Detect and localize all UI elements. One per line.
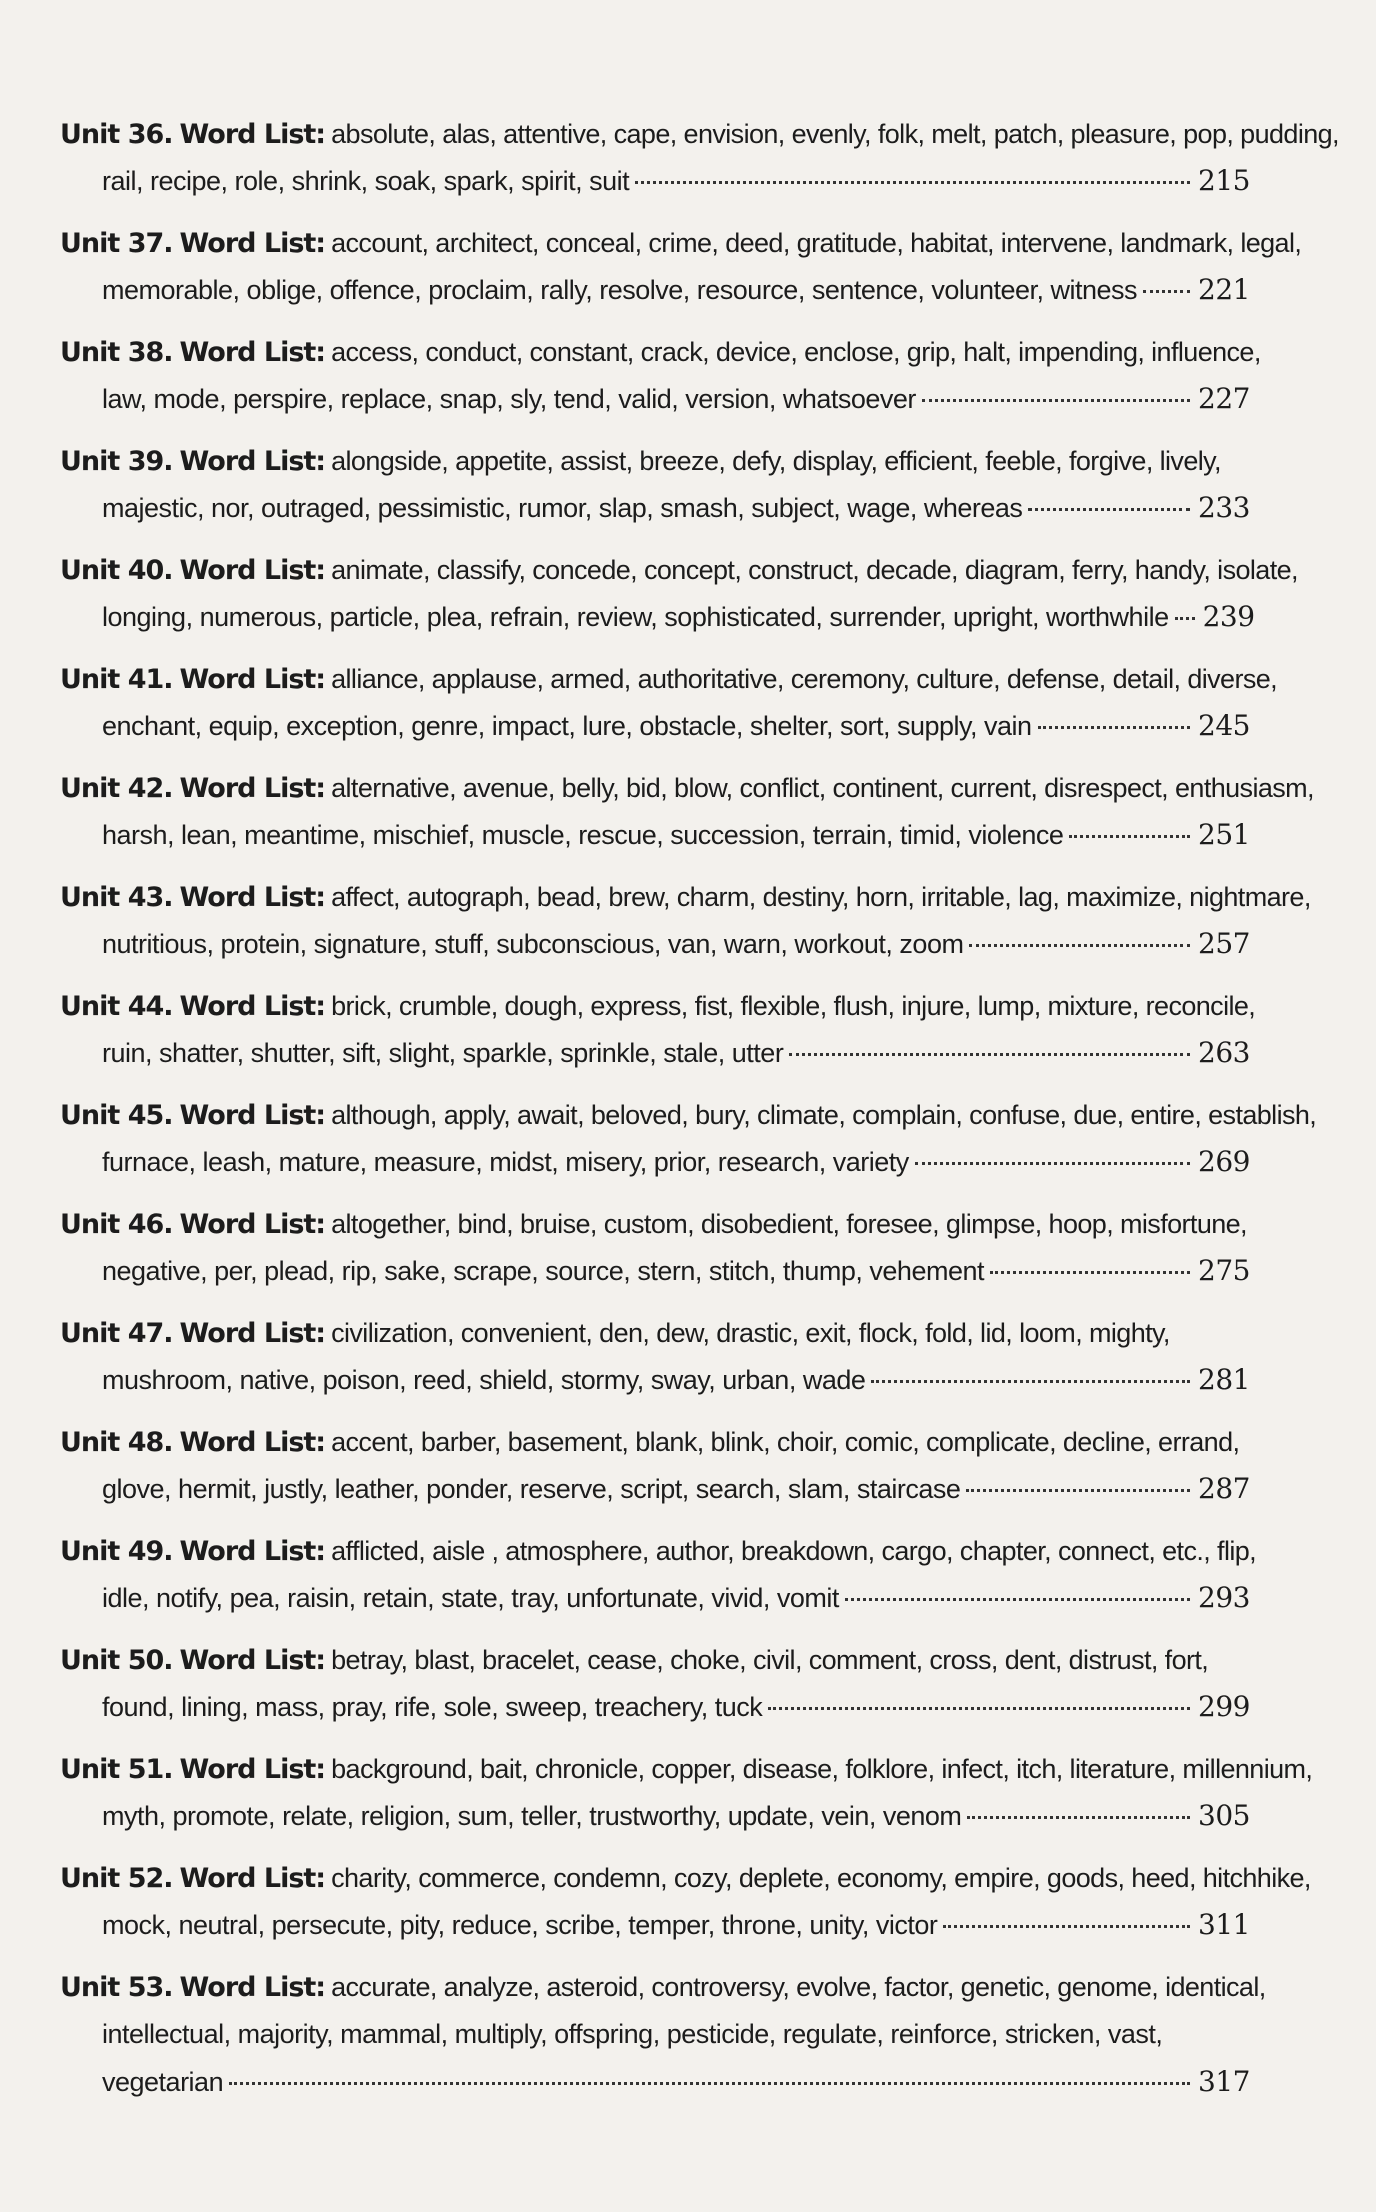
entry-first-line: [60, 548, 1298, 593]
entry-second-line: [60, 1029, 1250, 1077]
word-list-words-continued: law, mode, perspire, replace, snap, sly, tend, valid, version, whatsoever: [102, 384, 916, 414]
word-list-words-continued: ruin, shatter, shutter, sift, slight, sparkle, sprinkle, stale, utter: [102, 1038, 784, 1068]
entry-second-line: [60, 1356, 1250, 1404]
entry-first-line: [60, 1965, 1266, 2010]
contents-list: [60, 112, 1339, 2115]
unit-number: Unit 53.: [60, 1972, 173, 2003]
entry-first-line: [60, 875, 1311, 920]
toc-entry: [60, 1747, 1313, 1856]
entry-first-line: [60, 1093, 1317, 1138]
entry-first-line: [60, 1856, 1311, 1901]
toc-entry: [60, 1093, 1317, 1202]
word-list-words-continued: memorable, oblige, offence, proclaim, rally, resolve, resource, sentence, volunteer, witness: [102, 275, 1138, 305]
word-list-words-continued: furnace, leash, mature, measure, midst, misery, prior, research, variety: [102, 1147, 909, 1177]
unit-number: Unit 44.: [60, 991, 173, 1022]
entry-second-line: [60, 1683, 1250, 1731]
entry-second-line: [60, 266, 1250, 314]
toc-entry: [60, 1420, 1250, 1529]
page-number: 215: [1198, 164, 1250, 197]
word-list-label: Word List:: [179, 991, 326, 1022]
dot-leader: [1028, 508, 1190, 511]
entry-second-line: [60, 1901, 1250, 1949]
page-number: 305: [1198, 1799, 1250, 1832]
page-number: 221: [1198, 273, 1250, 306]
entry-second-line: [60, 484, 1250, 532]
word-list-words: account, architect, conceal, crime, deed, gratitude, habitat, intervene, landmark, legal,: [331, 228, 1302, 258]
entry-middle-line: intellectual, majority, mammal, multiply, offspring, pesticide, regulate, reinforce, stricken, vast,: [102, 2019, 1163, 2049]
dot-leader: [943, 1925, 1190, 1928]
word-list-label: Word List:: [179, 1536, 326, 1567]
page-number: 293: [1198, 1581, 1250, 1614]
toc-entry: [60, 1965, 1266, 2115]
dot-leader: [635, 181, 1190, 184]
word-list-words: alongside, appetite, assist, breeze, defy, display, efficient, feeble, forgive, lively,: [331, 446, 1221, 476]
toc-entry: [60, 984, 1256, 1093]
entry-first-line: [60, 330, 1261, 375]
word-list-words-continued: glove, hermit, justly, leather, ponder, reserve, script, search, slam, staircase: [102, 1474, 961, 1504]
word-list-label: Word List:: [179, 1972, 326, 2003]
page-number: 227: [1198, 382, 1250, 415]
word-list-words: accent, barber, basement, blank, blink, choir, comic, complicate, decline, errand,: [331, 1427, 1240, 1457]
entry-first-line: [60, 984, 1256, 1029]
page-number: 311: [1198, 1908, 1250, 1941]
entry-second-line: [60, 811, 1250, 859]
word-list-words-continued: harsh, lean, meantime, mischief, muscle, rescue, succession, terrain, timid, violence: [102, 820, 1064, 850]
unit-number: Unit 51.: [60, 1754, 173, 1785]
entry-second-line: [60, 157, 1250, 205]
word-list-words-continued: mock, neutral, persecute, pity, reduce, scribe, temper, throne, unity, victor: [102, 1910, 938, 1940]
entry-first-line: [60, 1638, 1250, 1683]
word-list-words: altogether, bind, bruise, custom, disobedient, foresee, glimpse, hoop, misfortune,: [331, 1209, 1247, 1239]
entry-second-line: [60, 1247, 1250, 1295]
word-list-words: background, bait, chronicle, copper, disease, folklore, infect, itch, literature, millennium,: [331, 1754, 1313, 1784]
word-list-words: accurate, analyze, asteroid, controversy, evolve, factor, genetic, genome, identical,: [331, 1972, 1266, 2002]
word-list-words-continued: idle, notify, pea, raisin, retain, state, tray, unfortunate, vivid, vomit: [102, 1583, 839, 1613]
entry-second-line: [60, 702, 1250, 750]
word-list-words: alliance, applause, armed, authoritative, ceremony, culture, defense, detail, diverse,: [331, 664, 1278, 694]
dot-leader: [915, 1162, 1190, 1165]
dot-leader: [845, 1598, 1190, 1601]
word-list-words-continued: nutritious, protein, signature, stuff, subconscious, van, warn, workout, zoom: [102, 929, 964, 959]
word-list-words-continued: majestic, nor, outraged, pessimistic, rumor, slap, smash, subject, wage, whereas: [102, 493, 1023, 523]
page-number: 269: [1198, 1145, 1250, 1178]
entry-second-line: [60, 1465, 1250, 1513]
entry-first-line: [60, 1747, 1313, 1792]
entry-first-line: [60, 112, 1339, 157]
unit-number: Unit 36.: [60, 119, 173, 150]
unit-number: Unit 39.: [60, 446, 173, 477]
word-list-label: Word List:: [179, 882, 326, 913]
page-number: 287: [1198, 1472, 1250, 1505]
unit-number: Unit 43.: [60, 882, 173, 913]
toc-entry: [60, 1638, 1250, 1747]
page-number: 239: [1202, 600, 1255, 633]
word-list-words: civilization, convenient, den, dew, drastic, exit, flock, fold, lid, loom, mighty,: [331, 1318, 1170, 1348]
entry-second-line: [60, 375, 1250, 423]
dot-leader: [966, 1489, 1190, 1492]
word-list-label: Word List:: [179, 1427, 326, 1458]
toc-entry: [60, 657, 1278, 766]
dot-leader: [1038, 726, 1190, 729]
word-list-label: Word List:: [179, 337, 326, 368]
word-list-words: affect, autograph, bead, brew, charm, destiny, horn, irritable, lag, maximize, nightmare,: [331, 882, 1311, 912]
word-list-label: Word List:: [179, 1209, 326, 1240]
page-number: 299: [1198, 1690, 1250, 1723]
entry-first-line: [60, 439, 1250, 484]
entry-second-line: [60, 593, 1255, 641]
word-list-words-continued: rail, recipe, role, shrink, soak, spark, spirit, suit: [102, 166, 630, 196]
word-list-words: alternative, avenue, belly, bid, blow, conflict, continent, current, disrespect, enthusiasm,: [331, 773, 1314, 803]
unit-number: Unit 47.: [60, 1318, 173, 1349]
toc-entry: [60, 330, 1261, 439]
word-list-words: absolute, alas, attentive, cape, envision, evenly, folk, melt, patch, pleasure, pop, pudding,: [331, 119, 1339, 149]
word-list-label: Word List:: [179, 664, 326, 695]
entry-second-line: [60, 920, 1250, 968]
entry-first-line: [60, 1202, 1250, 1247]
page-number: 317: [1198, 2065, 1250, 2098]
dot-leader: [1175, 617, 1195, 620]
word-list-label: Word List:: [179, 773, 326, 804]
page-number: 275: [1198, 1254, 1250, 1287]
dot-leader: [768, 1707, 1190, 1710]
toc-entry: [60, 766, 1314, 875]
dot-leader: [871, 1380, 1190, 1383]
unit-number: Unit 37.: [60, 228, 173, 259]
unit-number: Unit 50.: [60, 1645, 173, 1676]
toc-entry: [60, 548, 1298, 657]
word-list-words-continued: enchant, equip, exception, genre, impact, lure, obstacle, shelter, sort, supply, vain: [102, 711, 1032, 741]
page-number: 245: [1198, 709, 1250, 742]
word-list-label: Word List:: [179, 1863, 326, 1894]
entry-first-line: [60, 657, 1278, 702]
dot-leader: [789, 1053, 1190, 1056]
page-number: 251: [1198, 818, 1250, 851]
entry-first-line: [60, 1529, 1257, 1574]
word-list-words: charity, commerce, condemn, cozy, deplete, economy, empire, goods, heed, hitchhike,: [331, 1863, 1311, 1893]
page-number: 281: [1198, 1363, 1250, 1396]
word-list-words: access, conduct, constant, crack, device, enclose, grip, halt, impending, influence,: [331, 337, 1261, 367]
toc-entry: [60, 1529, 1257, 1638]
word-list-words: afflicted, aisle , atmosphere, author, breakdown, cargo, chapter, connect, etc., flip,: [331, 1536, 1257, 1566]
entry-first-line: [60, 221, 1302, 266]
entry-first-line: [60, 1420, 1250, 1465]
toc-entry: [60, 875, 1311, 984]
word-list-words-continued: myth, promote, relate, religion, sum, teller, trustworthy, update, vein, venom: [102, 1801, 962, 1831]
word-list-words: betray, blast, bracelet, cease, choke, civil, comment, cross, dent, distrust, fort,: [331, 1645, 1209, 1675]
word-list-words-continued: mushroom, native, poison, reed, shield, stormy, sway, urban, wade: [102, 1365, 866, 1395]
unit-number: Unit 41.: [60, 664, 173, 695]
unit-number: Unit 40.: [60, 555, 173, 586]
entry-second-line: [60, 1792, 1250, 1840]
unit-number: Unit 48.: [60, 1427, 173, 1458]
word-list-label: Word List:: [179, 1645, 326, 1676]
unit-number: Unit 49.: [60, 1536, 173, 1567]
dot-leader: [1069, 835, 1190, 838]
dot-leader: [967, 1816, 1190, 1819]
toc-entry: [60, 1311, 1250, 1420]
entry-first-line: [60, 766, 1314, 811]
unit-number: Unit 52.: [60, 1863, 173, 1894]
dot-leader: [229, 2082, 1190, 2085]
page-number: 263: [1198, 1036, 1250, 1069]
word-list-words: brick, crumble, dough, express, fist, flexible, flush, injure, lump, mixture, reconcile,: [331, 991, 1256, 1021]
word-list-label: Word List:: [179, 119, 326, 150]
entry-first-line: [60, 1311, 1250, 1356]
entry-last-line: [60, 2058, 1250, 2106]
word-list-label: Word List:: [179, 1318, 326, 1349]
toc-entry: [60, 439, 1250, 548]
toc-entry: [60, 112, 1339, 221]
word-list-label: Word List:: [179, 446, 326, 477]
word-list-words-continued: found, lining, mass, pray, rife, sole, sweep, treachery, tuck: [102, 1692, 763, 1722]
dot-leader: [1143, 290, 1190, 293]
entry-second-line: [60, 1138, 1250, 1186]
unit-number: Unit 45.: [60, 1100, 173, 1131]
unit-number: Unit 46.: [60, 1209, 173, 1240]
word-list-label: Word List:: [179, 228, 326, 259]
dot-leader: [990, 1271, 1190, 1274]
word-list-label: Word List:: [179, 1754, 326, 1785]
entry-second-line: [60, 1574, 1250, 1622]
unit-number: Unit 38.: [60, 337, 173, 368]
word-list-label: Word List:: [179, 555, 326, 586]
word-list-words: although, apply, await, beloved, bury, climate, complain, confuse, due, entire, establish,: [331, 1100, 1317, 1130]
word-list-words-continued: vegetarian: [102, 2067, 224, 2097]
word-list-words-continued: negative, per, plead, rip, sake, scrape, source, stern, stitch, thump, vehement: [102, 1256, 984, 1286]
toc-entry: [60, 221, 1302, 330]
page-number: 257: [1198, 927, 1250, 960]
toc-entry: [60, 1856, 1311, 1965]
word-list-label: Word List:: [179, 1100, 326, 1131]
dot-leader: [969, 944, 1190, 947]
toc-entry: [60, 1202, 1250, 1311]
word-list-words: animate, classify, concede, concept, construct, decade, diagram, ferry, handy, isolate,: [331, 555, 1298, 585]
unit-number: Unit 42.: [60, 773, 173, 804]
dot-leader: [922, 399, 1190, 402]
word-list-words-continued: longing, numerous, particle, plea, refrain, review, sophisticated, surrender, upright, worthwhile: [102, 602, 1169, 632]
page-number: 233: [1198, 491, 1250, 524]
